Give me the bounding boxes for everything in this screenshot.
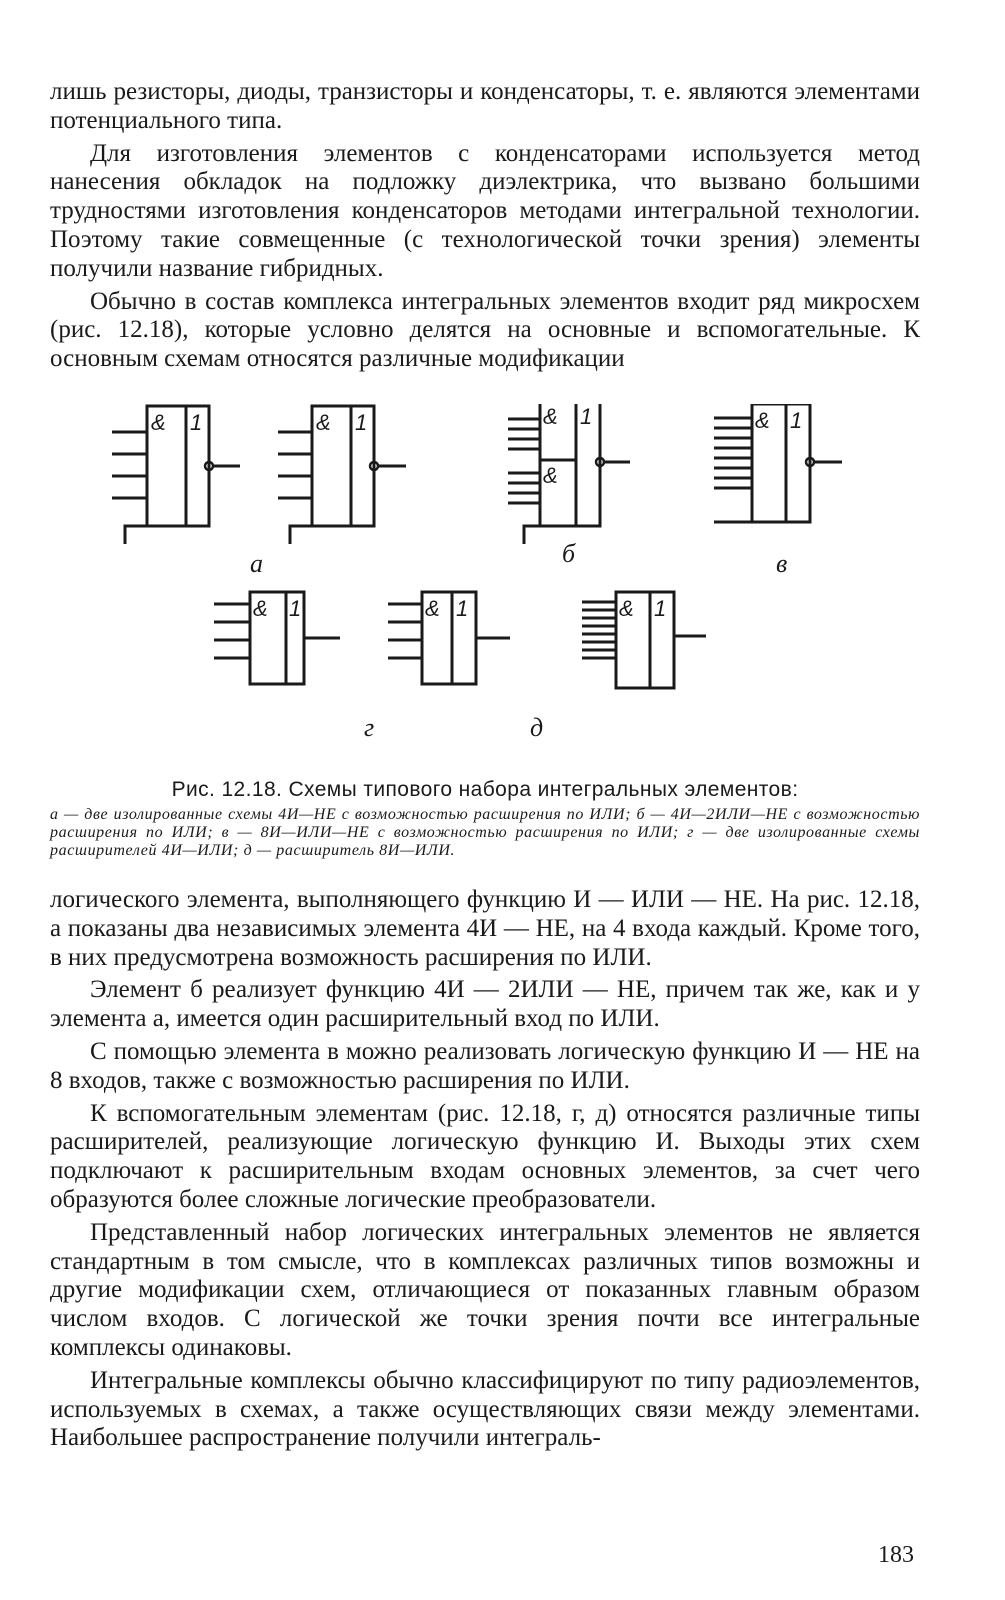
and-symbol: & bbox=[253, 595, 268, 621]
paragraph-3: Обычно в состав комплекса интегральных элементов входит ряд микросхем (рис. 12.18), которые условно делятся на основные и вспомогательные. К основным схемам относятся различные модификации bbox=[50, 287, 920, 373]
figure-12-18 bbox=[50, 404, 920, 770]
or-symbol: 1 bbox=[790, 407, 803, 433]
paragraph-1: лишь резисторы, диоды, транзисторы и конденсаторы, т. е. являются элементами потенциального типа. bbox=[50, 78, 920, 134]
and-symbol: & bbox=[316, 409, 331, 435]
element-a1 bbox=[112, 406, 240, 544]
paragraph-7: К вспомогательным элементам (рис. 12.18, г, д) относятся различные типы расширителей, реализующие логическую функцию И. Выходы этих схем подключают к расширительным входам основных элементов, за счет чего образуются более сложные логические преобразователи. bbox=[50, 1099, 920, 1213]
label-b: б bbox=[562, 538, 576, 568]
paragraph-8: Представленный набор логических интегральных элементов не является стандартным в том смысле, что в комплексах различных типов возможны и другие модификации схем, отличающиеся от показанных главным образом числом входов. С логической же точки зрения почти все интегральные комплексы одинаковы. bbox=[50, 1218, 920, 1361]
caption-text: а — две изолированные схемы 4И—НЕ с возможностью расширения по ИЛИ; б — 4И—2ИЛИ—НЕ с возможностью расширения по ИЛИ; в — 8И—ИЛИ—НЕ с возможностью расширения по ИЛИ; г — две изолированные схемы расширителей 4И—ИЛИ; д — расширитель 8И—ИЛИ. bbox=[50, 805, 920, 859]
element-d bbox=[582, 592, 706, 688]
logic-diagram bbox=[50, 404, 920, 770]
paragraph-4: логического элемента, выполняющего функцию И — ИЛИ — НЕ. На рис. 12.18, а показаны два независимых элемента 4И — НЕ, на 4 входа каждый. Кроме того, в них предусмотрена возможность расширения по ИЛИ. bbox=[50, 885, 920, 971]
and-symbol: & bbox=[619, 595, 634, 621]
element-v bbox=[714, 404, 842, 522]
and-symbol: & bbox=[543, 462, 558, 488]
or-symbol: 1 bbox=[289, 595, 302, 621]
or-symbol: 1 bbox=[580, 403, 593, 429]
and-symbol: & bbox=[151, 409, 166, 435]
caption-title: Рис. 12.18. Схемы типового набора интегральных элементов: bbox=[171, 777, 799, 801]
label-g: г bbox=[364, 712, 375, 742]
label-a: а bbox=[250, 548, 263, 578]
page-body bbox=[50, 78, 920, 1453]
and-symbol: & bbox=[543, 403, 558, 429]
element-b bbox=[508, 404, 630, 544]
and-symbol: & bbox=[425, 595, 440, 621]
element-g2 bbox=[388, 592, 510, 684]
or-symbol: 1 bbox=[190, 409, 203, 435]
figure-caption bbox=[50, 778, 920, 860]
page-number: 183 bbox=[878, 1542, 914, 1568]
paragraph-5: Элемент б реализует функцию 4И — 2ИЛИ — НЕ, причем так же, как и у элемента а, имеется один расширительный вход по ИЛИ. bbox=[50, 976, 920, 1033]
paragraph-2: Для изготовления элементов с конденсаторами используется метод нанесения обкладок на подложку диэлектрика, что вызвано большими трудностями изготовления конденсаторов методами интегральной технологии. Поэтому такие совмещенные (с технологической точки зрения) элементы получили название гибридных. bbox=[50, 139, 920, 282]
element-g1 bbox=[214, 592, 340, 684]
and-symbol: & bbox=[755, 407, 770, 433]
element-a2 bbox=[278, 406, 406, 544]
or-symbol: 1 bbox=[355, 409, 368, 435]
paragraph-6: С помощью элемента в можно реализовать логическую функцию И — НЕ на 8 входов, также с возможностью расширения по ИЛИ. bbox=[50, 1037, 920, 1094]
lower-text bbox=[50, 886, 920, 1453]
or-symbol: 1 bbox=[654, 595, 667, 621]
label-d: д bbox=[530, 712, 544, 742]
or-symbol: 1 bbox=[456, 595, 469, 621]
paragraph-9: Интегральные комплексы обычно классифицируют по типу радиоэлементов, используемых в схемах, а также осуществляющих связи между элементами. Наибольшее распространение получили интеграль- bbox=[50, 1366, 920, 1452]
label-v: в bbox=[776, 548, 788, 578]
